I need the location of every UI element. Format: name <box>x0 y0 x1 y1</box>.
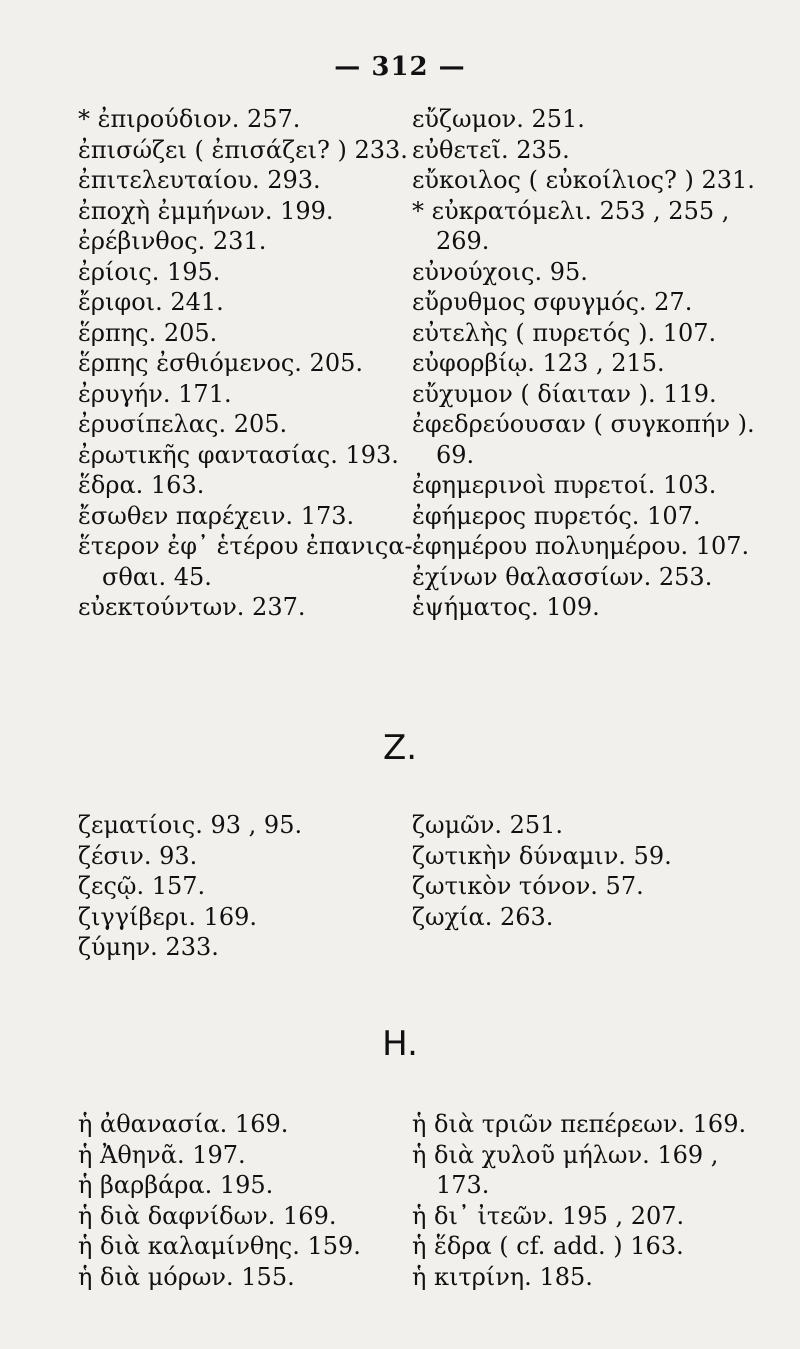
index-entry: ζωχία. 263. <box>412 902 554 931</box>
index-entry: ἡ διὰ χυλοῦ μήλων. 169 , <box>412 1140 719 1169</box>
index-entry: ἕδρα. 163. <box>78 471 205 499</box>
index-entry: ἐφημερινοὶ πυρετοί. 103. <box>412 471 717 499</box>
index-entry: ζωτικὴν δύναμιν. 59. <box>412 841 672 870</box>
index-entry: εὐθετεῖ. 235. <box>412 135 570 164</box>
index-entry: ἐχίνων θαλασσίων. 253. <box>412 562 713 591</box>
index-entry: εὔζωμον. 251. <box>412 105 585 133</box>
index-entry-continuation: 269. <box>436 227 490 255</box>
index-entry: ἡ διὰ δαφνίδων. 169. <box>78 1201 337 1230</box>
section1-left-column <box>78 104 413 623</box>
index-entry: ἡ ἕδρα ( cf. add. ) 163. <box>412 1232 684 1260</box>
index-entry: ἐφημέρου πολυημέρου. 107. <box>412 532 750 560</box>
index-entry: ἐφήμερος πυρετός. 107. <box>412 501 701 530</box>
index-entry: ζωμῶν. 251. <box>412 811 564 839</box>
index-entry: ζέσιν. 93. <box>78 841 198 870</box>
index-entry: εὐτελὴς ( πυρετός ). 107. <box>412 318 717 347</box>
index-entry: ἐρέβινθος. 231. <box>78 227 267 255</box>
index-entry: ἐποχὴ ἐμμήνων. 199. <box>78 196 334 225</box>
index-entry: * εὐκρατόμελι. 253 , 255 , <box>412 196 730 225</box>
index-entry: ἐρωτικῆς φαντασίας. 193. <box>78 440 399 469</box>
index-entry: ἐπιτελευταίου. 293. <box>78 166 321 194</box>
index-entry: ἡ διὰ καλαμίνθης. 159. <box>78 1232 361 1260</box>
section-letter-h: H. <box>382 1024 418 1064</box>
index-entry-continuation: σθαι. 45. <box>102 562 212 591</box>
index-entry: ζεματίοις. 93 , 95. <box>78 811 303 839</box>
index-entry: ἕρπης. 205. <box>78 318 218 347</box>
index-entry-continuation: 69. <box>436 440 475 469</box>
index-entry: εὐφορβίῳ. 123 , 215. <box>412 349 665 377</box>
section2-left-column <box>78 810 302 963</box>
index-entry: εὔκοιλος ( εὐκοίλιος? ) 231. <box>412 166 755 194</box>
index-entry: εὔρυθμος σφυγμός. 27. <box>412 288 693 316</box>
index-entry: ἐρίοις. 195. <box>78 257 221 286</box>
index-entry: ζύμην. 233. <box>78 933 219 961</box>
index-entry: ἡ δι᾽ ἰτεῶν. 195 , 207. <box>412 1201 685 1230</box>
index-entry: ἔσωθεν παρέχειν. 173. <box>78 501 355 530</box>
section3-left-column <box>78 1109 361 1292</box>
index-entry: ζεςῷ. 157. <box>78 872 206 900</box>
section1-right-column <box>412 104 755 623</box>
section3-right-column <box>412 1109 746 1292</box>
index-entry: ἡ βαρβάρα. 195. <box>78 1171 274 1199</box>
page-number: — 312 — <box>334 52 466 82</box>
index-entry: * ἐπιρούδιον. 257. <box>78 105 301 133</box>
index-entry: ἐρυσίπελας. 205. <box>78 410 288 438</box>
index-entry: ἡ κιτρίνη. 185. <box>412 1262 593 1291</box>
index-entry: ἡ διὰ τριῶν πεπέρεων. 169. <box>412 1110 747 1138</box>
index-entry-continuation: 173. <box>436 1171 490 1199</box>
index-entry: ἕρπης ἐσθιόμενος. 205. <box>78 349 363 377</box>
index-entry: ἕτερον ἐφ᾽ ἑτέρου ἐπανιςα- <box>78 532 413 560</box>
index-entry: εὐνούχοις. 95. <box>412 257 588 286</box>
index-entry: ἑψήματος. 109. <box>412 593 600 621</box>
section2-right-column <box>412 810 672 932</box>
section-letter-z: Z. <box>382 728 418 768</box>
index-entry: ἡ διὰ μόρων. 155. <box>78 1262 295 1291</box>
index-entry: εὔχυμον ( δίαιταν ). 119. <box>412 379 717 408</box>
index-entry: εὐεκτούντων. 237. <box>78 593 306 621</box>
index-entry: ἡ ἀθανασία. 169. <box>78 1110 289 1138</box>
index-entry: ἐφεδρεύουσαν ( συγκοπήν ). <box>412 410 755 438</box>
index-entry: ἐπισώζει ( ἐπισάζει? ) 233. <box>78 135 408 164</box>
index-entry: ζωτικὸν τόνον. 57. <box>412 872 644 900</box>
index-entry: ζιγγίβερι. 169. <box>78 902 258 931</box>
index-entry: ἐρυγήν. 171. <box>78 379 232 408</box>
index-entry: ἔριφοι. 241. <box>78 288 224 316</box>
index-entry: ἡ Ἀθηνᾶ. 197. <box>78 1140 246 1169</box>
